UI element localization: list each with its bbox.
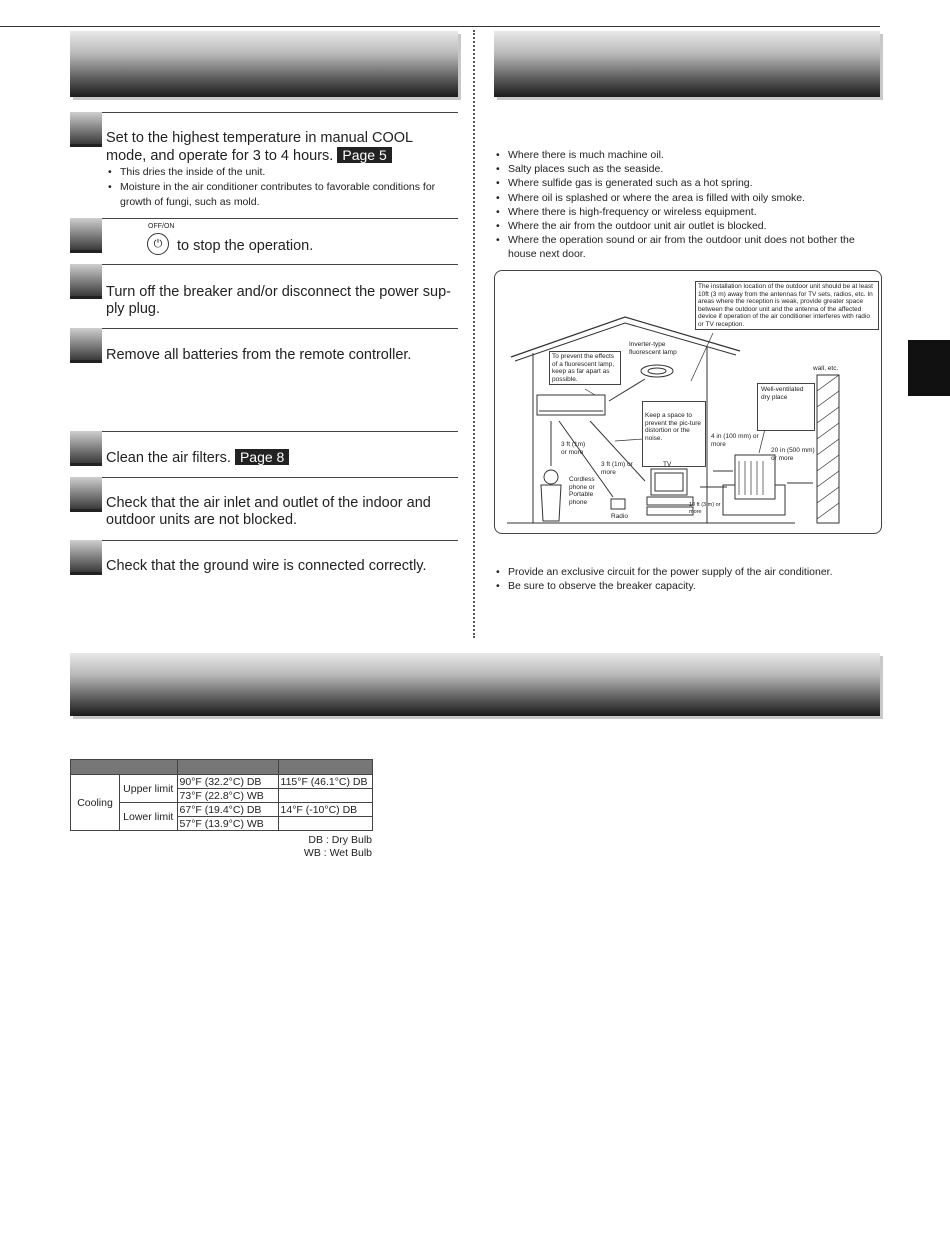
legend-db: DB : Dry Bulb bbox=[308, 834, 372, 846]
top-rule bbox=[0, 26, 880, 27]
table-cell: 73°F (22.8°C) WB bbox=[177, 789, 278, 803]
list-item: • Where sulfide gas is generated such as a hot spring. bbox=[494, 176, 882, 190]
mode-cell: Cooling bbox=[71, 775, 120, 831]
page-ref-badge: Page 8 bbox=[235, 449, 289, 465]
legend-wb: WB : Wet Bulb bbox=[303, 847, 372, 859]
off-on-button-icon: ⏻ bbox=[147, 233, 169, 255]
step-2-text: to stop the operation. bbox=[177, 238, 314, 254]
cordless-label: Cordless phone or Portable phone bbox=[569, 476, 595, 506]
ventilated-label: Well-ventilated dry place bbox=[757, 383, 815, 431]
table-cell: 67°F (19.4°C) DB bbox=[177, 803, 278, 817]
keep-space-label: Keep a space to prevent the pic-ture distortion or the noise. bbox=[642, 401, 706, 467]
list-item: • Where there is much machine oil. bbox=[494, 148, 882, 162]
step-6-text: Check that the air inlet and outlet of the indoor and outdoor units are not blocked. bbox=[106, 495, 431, 528]
list-item: • Where the operation sound or air from the outdoor unit does not bother the house next door. bbox=[494, 233, 882, 261]
list-item: • Where oil is splashed or where the area is filled with oily smoke. bbox=[494, 191, 882, 205]
table-header-row bbox=[71, 760, 373, 775]
step-1-text: Set to the highest temperature in manual COOL mode, and operate for 3 to 4 hours. bbox=[106, 130, 413, 164]
step-marker bbox=[70, 218, 102, 250]
step-divider bbox=[70, 218, 458, 219]
operating-range-table bbox=[70, 759, 373, 831]
step-7-text: Check that the ground wire is connected correctly. bbox=[106, 558, 427, 574]
step-4 bbox=[70, 328, 458, 428]
dist-3ft-label: 3 ft (1m) or more bbox=[561, 441, 586, 456]
installation-header-banner bbox=[494, 31, 880, 97]
step-7 bbox=[70, 540, 458, 580]
table-cell bbox=[278, 789, 372, 803]
list-item: • Where the air from the outdoor unit air outlet is blocked. bbox=[494, 219, 882, 233]
table-row bbox=[71, 775, 373, 789]
installation-diagram bbox=[494, 270, 882, 534]
step-marker bbox=[70, 431, 102, 463]
list-item: • Provide an exclusive circuit for the power supply of the air conditioner. bbox=[494, 565, 882, 579]
wall-label: wall, etc. bbox=[813, 365, 839, 372]
list-item: • Where there is high-frequency or wireless equipment. bbox=[494, 205, 882, 219]
table-cell: 57°F (13.9°C) WB bbox=[177, 817, 278, 831]
step-divider bbox=[70, 477, 458, 478]
radio-label: Radio bbox=[611, 513, 628, 520]
side-tab bbox=[908, 340, 950, 396]
step-4-text: Remove all batteries from the remote controller. bbox=[106, 347, 412, 363]
inverter-lamp-label: Inverter-type fluorescent lamp bbox=[629, 341, 677, 356]
list-item: • Be sure to observe the breaker capacity. bbox=[494, 579, 882, 593]
step-5-text: Clean the air filters. bbox=[106, 450, 231, 466]
step-divider bbox=[70, 328, 458, 329]
lamp-note: To prevent the effects of a fluorescent lamp, keep as far apart as possible. bbox=[549, 351, 621, 385]
step-1-notes bbox=[106, 165, 458, 210]
step-marker bbox=[70, 264, 102, 296]
step-marker bbox=[70, 328, 102, 360]
dist-4in-label: 4 in (100 mm) or more bbox=[711, 433, 759, 448]
table-cell: 14°F (-10°C) DB bbox=[278, 803, 372, 817]
step-marker bbox=[70, 477, 102, 509]
table-cell: 115°F (46.1°C) DB bbox=[278, 775, 372, 789]
limit-cell: Upper limit bbox=[120, 775, 178, 803]
step-divider bbox=[70, 112, 458, 113]
table-header-cell bbox=[278, 760, 372, 775]
antenna-note: The installation location of the outdoor unit should be at least 10ft (3 m) away from the antennas for TV sets, radios, etc. In areas where the reception is weak, provide greater space between the outdoor unit and the antenna of the affected device if operation of the air conditioner interferes with radio or TV reception. bbox=[695, 281, 879, 330]
maintenance-header-banner bbox=[70, 31, 458, 97]
list-item: • Salty places such as the seaside. bbox=[494, 162, 882, 176]
dist-10ft-label: 10 ft (3 m) or more bbox=[689, 502, 721, 515]
power-supply-list bbox=[494, 565, 882, 593]
step-3 bbox=[70, 264, 458, 324]
table-legend bbox=[200, 834, 372, 860]
tv-label: TV bbox=[663, 461, 672, 468]
column-divider bbox=[473, 30, 475, 638]
step-6 bbox=[70, 477, 458, 537]
step-2 bbox=[70, 218, 458, 258]
page-ref-badge: Page 5 bbox=[337, 147, 391, 163]
limit-cell: Lower limit bbox=[120, 803, 178, 831]
note-item: • Moisture in the air conditioner contributes to favorable conditions for growth of fungi, such as mold. bbox=[106, 180, 458, 210]
step-marker bbox=[70, 112, 102, 144]
table-cell: 90°F (32.2°C) DB bbox=[177, 775, 278, 789]
step-3-text: Turn off the breaker and/or disconnect the power sup-ply plug. bbox=[106, 284, 451, 317]
dist-3ft-label: 3 ft (1m) or more bbox=[601, 461, 633, 476]
step-divider bbox=[70, 264, 458, 265]
off-on-label: OFF/ON bbox=[148, 223, 175, 230]
operating-range-header-banner bbox=[70, 653, 880, 716]
step-1 bbox=[70, 112, 458, 212]
step-5 bbox=[70, 431, 458, 471]
table-header-cell bbox=[177, 760, 278, 775]
note-item: • This dries the inside of the unit. bbox=[106, 165, 458, 180]
step-divider bbox=[70, 431, 458, 432]
table-header-cell bbox=[71, 760, 178, 775]
step-marker bbox=[70, 540, 102, 572]
avoid-location-list bbox=[494, 148, 882, 262]
step-divider bbox=[70, 540, 458, 541]
dist-20in-label: 20 in (500 mm) or more bbox=[771, 447, 815, 462]
table-cell bbox=[278, 817, 372, 831]
